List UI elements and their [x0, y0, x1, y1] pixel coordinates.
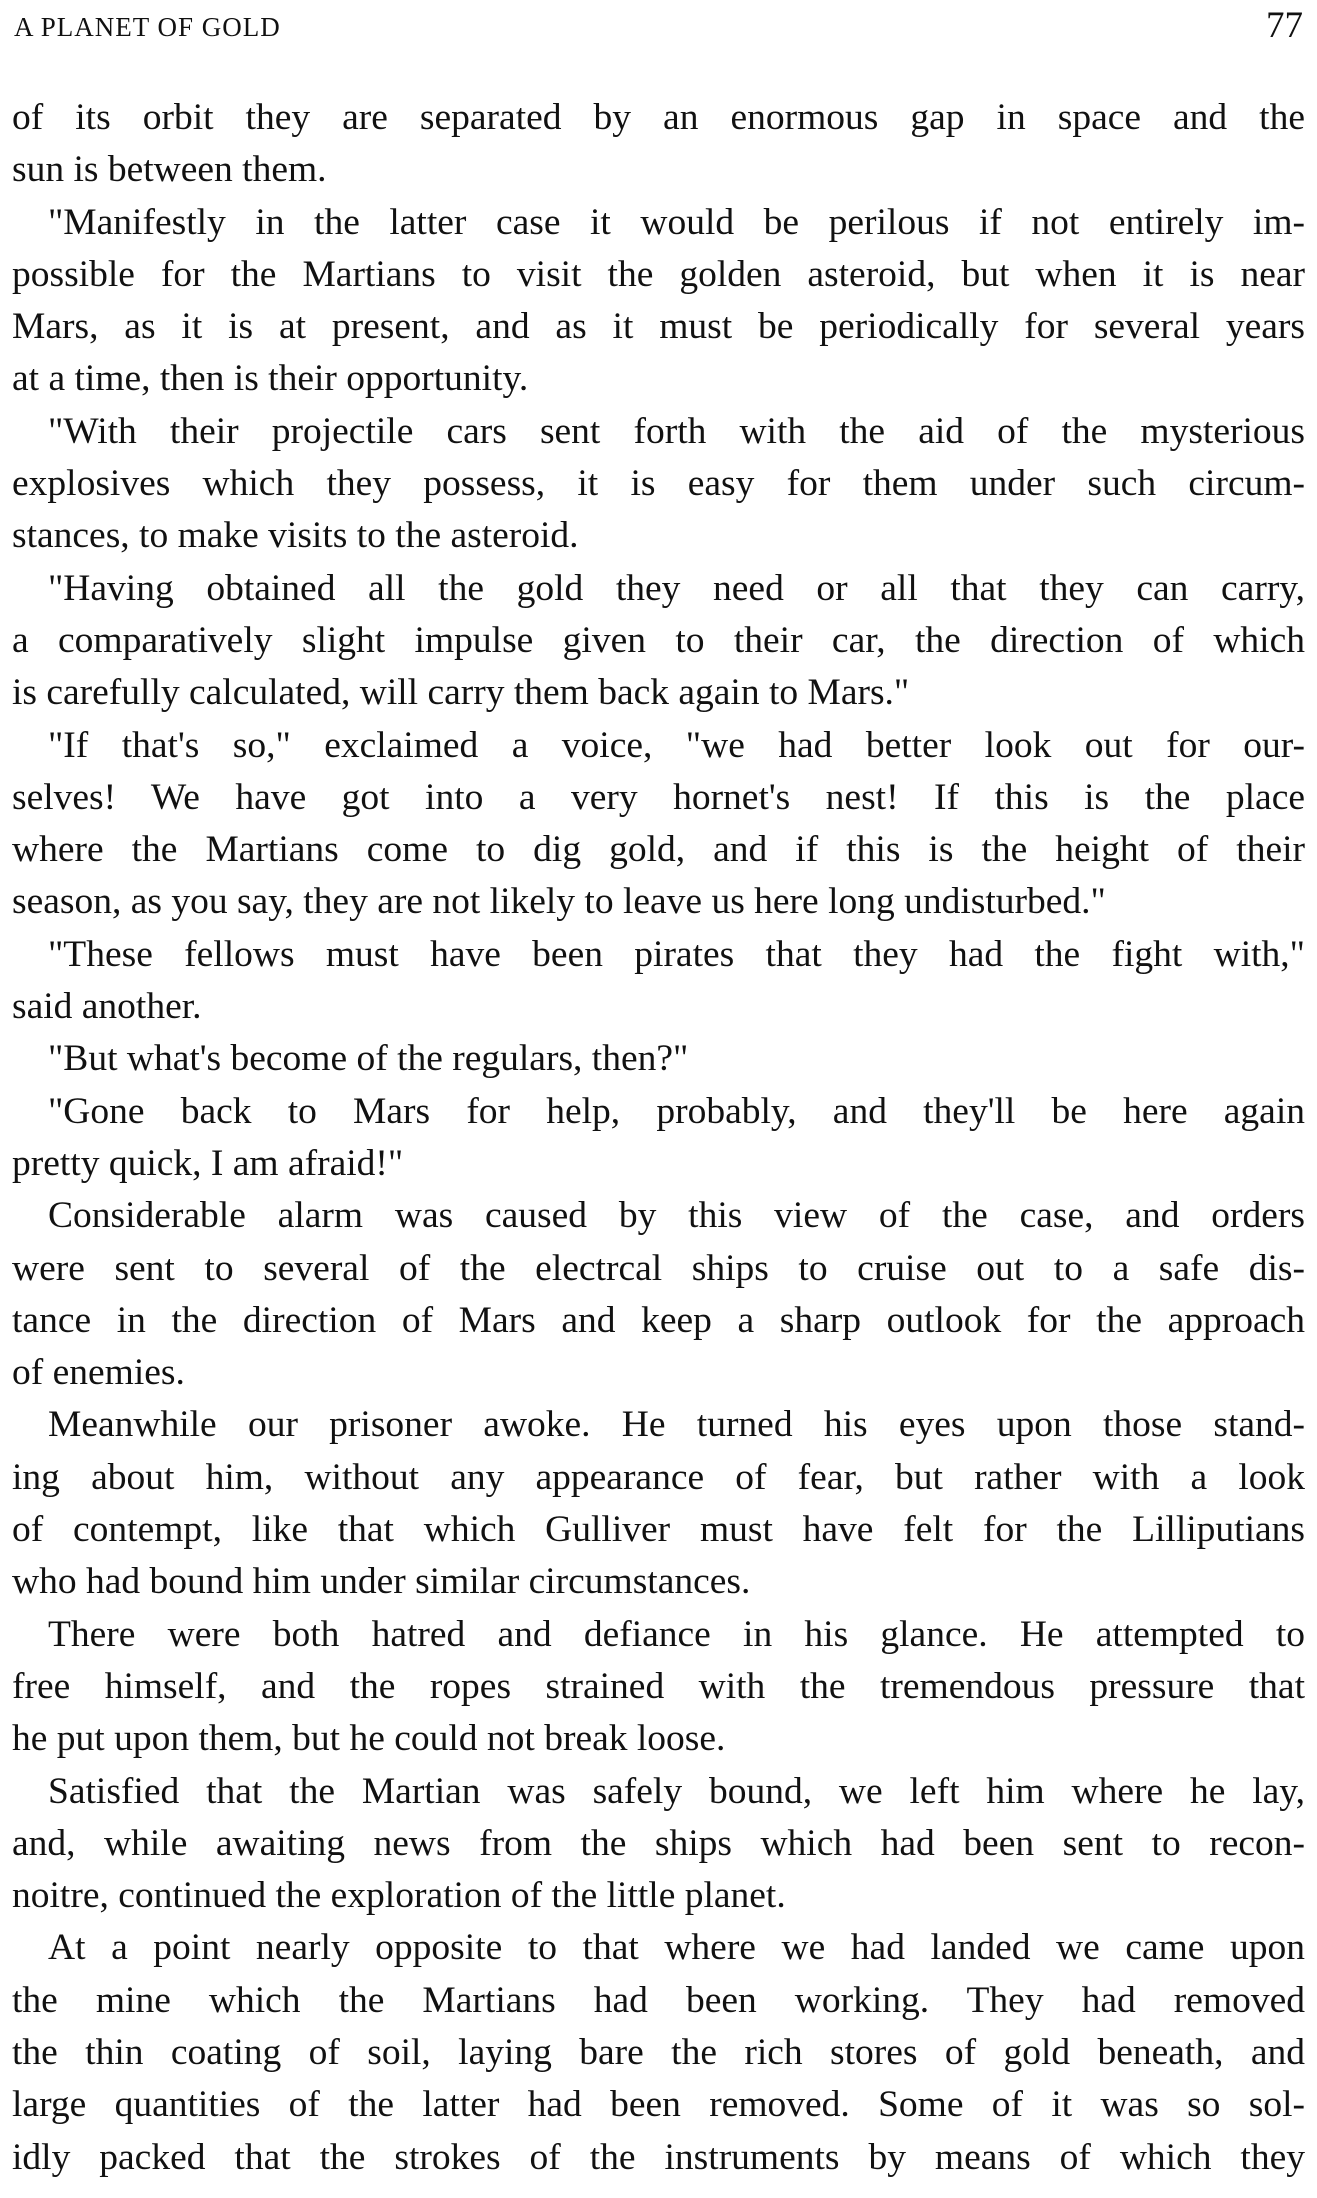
text-line: explosives which they possess, it is easy for them under such circum-: [12, 463, 1305, 505]
text-line: where the Martians come to dig gold, and if this is the height of their: [12, 829, 1305, 871]
text-line: selves! We have got into a very hornet's nest! If this is the place: [12, 776, 1305, 818]
paragraph: [12, 720, 1305, 929]
text-line: at a time, then is their opportunity.: [12, 358, 529, 400]
text-line: of its orbit they are separated by an enormous gap in space and the: [12, 97, 1305, 138]
text-line: Satisfied that the Martian was safely bound, we left him where he lay,: [48, 1770, 1305, 1812]
text-line: pretty quick, I am afraid!": [12, 1142, 404, 1184]
text-line: of contempt, like that which Gulliver must have felt for the Lilliputians: [12, 1509, 1305, 1551]
text-line: season, as you say, they are not likely to leave us here long undisturbed.": [12, 881, 1106, 923]
text-line: tance in the direction of Mars and keep a sharp outlook for the approach: [12, 1299, 1305, 1341]
text-line: large quantities of the latter had been removed. Some of it was so sol-: [12, 2084, 1305, 2126]
body-text: [12, 92, 1305, 2184]
text-line: Considerable alarm was caused by this view of the case, and orders: [48, 1195, 1305, 1237]
text-line: "Manifestly in the latter case it would be perilous if not entirely im-: [48, 201, 1305, 243]
text-line: the thin coating of soil, laying bare the rich stores of gold beneath, and: [12, 2031, 1305, 2073]
text-line: idly packed that the strokes of the instruments by means of which they: [12, 2136, 1305, 2178]
text-line: ing about him, without any appearance of fear, but rather with a look: [12, 1456, 1305, 1498]
paragraph: [12, 1033, 1305, 1085]
paragraph: [12, 1609, 1305, 1766]
text-line: and, while awaiting news from the ships which had been sent to recon-: [12, 1822, 1305, 1864]
text-line: free himself, and the ropes strained with the tremendous pressure that: [12, 1665, 1305, 1707]
text-line: There were both hatred and defiance in his glance. He attempted to: [48, 1613, 1305, 1655]
text-line: "Gone back to Mars for help, probably, and they'll be here again: [48, 1090, 1305, 1132]
text-line: "If that's so," exclaimed a voice, "we had better look out for our-: [48, 724, 1305, 766]
paragraph: [12, 563, 1305, 720]
text-line: he put upon them, but he could not break loose.: [12, 1718, 726, 1760]
paragraph: [12, 197, 1305, 406]
text-line: the mine which the Martians had been working. They had removed: [12, 1979, 1305, 2021]
paragraph: [12, 92, 1305, 197]
page-number: 77: [1266, 5, 1303, 46]
text-line: sun is between them.: [12, 149, 327, 191]
paragraph: [12, 1086, 1305, 1191]
text-line: At a point nearly opposite to that where we had landed we came upon: [48, 1927, 1305, 1969]
text-line: "But what's become of the regulars, then?": [48, 1038, 689, 1080]
text-line: noitre, continued the exploration of the little planet.: [12, 1875, 786, 1917]
text-line: "With their projectile cars sent forth with the aid of the mysterious: [48, 410, 1305, 452]
paragraph: [12, 1190, 1305, 1399]
text-line: of enemies.: [12, 1352, 185, 1394]
paragraph: [12, 1766, 1305, 1923]
text-line: is carefully calculated, will carry them back again to Mars.": [12, 672, 910, 714]
text-line: said another.: [12, 986, 202, 1028]
text-line: "Having obtained all the gold they need or all that they can carry,: [48, 567, 1305, 609]
chapter-title: A PLANET OF GOLD: [14, 12, 281, 42]
paragraph: [12, 1922, 1305, 2183]
paragraph: [12, 929, 1305, 1034]
text-line: Mars, as it is at present, and as it must be periodically for several years: [12, 306, 1305, 348]
running-head: [14, 4, 1303, 48]
text-line: stances, to make visits to the asteroid.: [12, 515, 579, 557]
text-line: were sent to several of the electrcal ships to cruise out to a safe dis-: [12, 1247, 1305, 1289]
paragraph: [12, 406, 1305, 563]
text-line: who had bound him under similar circumstances.: [12, 1561, 751, 1603]
text-line: Meanwhile our prisoner awoke. He turned his eyes upon those stand-: [48, 1404, 1305, 1446]
text-line: a comparatively slight impulse given to their car, the direction of which: [12, 619, 1305, 661]
paragraph: [12, 1399, 1305, 1608]
text-line: possible for the Martians to visit the golden asteroid, but when it is near: [12, 253, 1305, 295]
text-line: "These fellows must have been pirates that they had the fight with,": [48, 933, 1305, 975]
